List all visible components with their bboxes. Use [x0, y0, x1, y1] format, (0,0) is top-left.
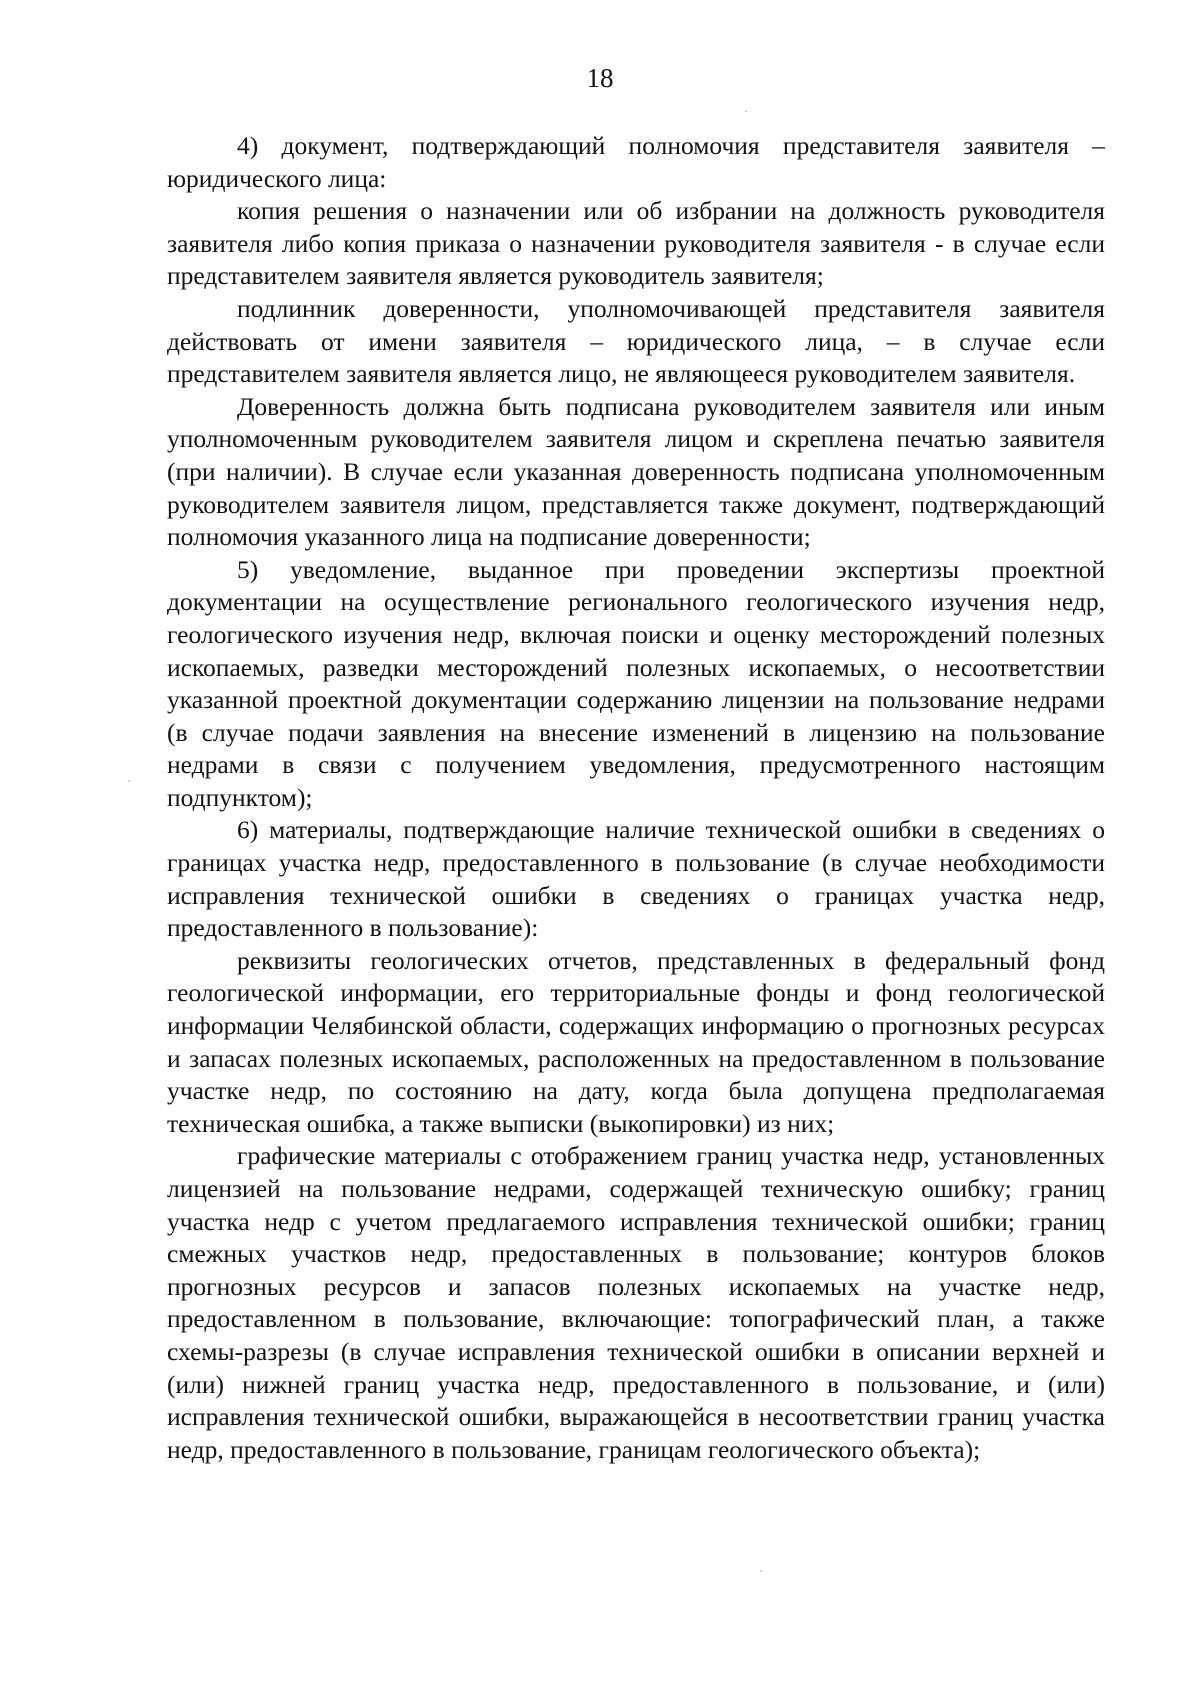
scan-speck — [128, 780, 130, 782]
paragraph-item-4: 4) документ, подтверждающий полномочия представителя заявителя – юридического лица: — [167, 131, 1105, 193]
page-number: 18 — [586, 63, 614, 93]
paragraph-item-6: 6) материалы, подтверждающие наличие технической ошибки в сведениях о границах участка недр, предоставленного в пользование (в случае необходимости исправления технической ошибки в сведениях о границах участка недр, предоставленного в пользование): — [167, 815, 1105, 943]
paragraph-graphic-materials: графические материалы с отображением границ участка недр, установленных лицензией на пользование недрами, содержащей техническую ошибку; границ участка недр с учетом предлагаемого исправления технической ошибки; границ смежных участков недр, предоставленных в пользование; контуров блоков прогнозных ресурсов и запасов полезных ископаемых на участке недр, предоставленном в пользование, включающие: топографический план, а также схемы-разрезы (в случае исправления технической ошибки в описании верхней и (или) нижней границ участка недр, предоставленного в пользование, и (или) исправления технической ошибки, выражающейся в несоответствии границ участка недр, предоставленного в пользование, границам геологического объекта); — [167, 1141, 1105, 1464]
paragraph-report-details: реквизиты геологических отчетов, представленных в федеральный фонд геологической информации, его территориальные фонды и фонд геологической информации Челябинской области, содержащих информацию о прогнозных ресурсах и запасах полезных ископаемых, расположенных на предоставленном в пользование участке недр, по состоянию на дату, когда была допущена предполагаемая техническая ошибка, а также выписки (выкопировки) из них; — [167, 945, 1105, 1138]
paragraph-item-5: 5) уведомление, выданное при проведении экспертизы проектной документации на осуществление регионального геологического изучения недр, геологического изучения недр, включая поиски и оценку месторождений полезных ископаемых, разведки месторождений полезных ископаемых, о несоответствии указанной проектной документации содержанию лицензии на пользование недрами (в случае подачи заявления на внесение изменений в лицензию на пользование недрами в связи с получением уведомления, предусмотренного настоящим подпунктом); — [167, 554, 1105, 812]
paragraph-power-of-attorney-original: подлинник доверенности, уполномочивающей представителя заявителя действовать от имени заявителя – юридического лица, – в случае если представителем заявителя является лицо, не являющееся руководителем заявителя. — [167, 293, 1105, 389]
document-body — [167, 130, 1105, 1466]
paragraph-decision-copy: копия решения о назначении или об избрании на должность руководителя заявителя либо копия приказа о назначении руководителя заявителя - в случае если представителем заявителя является руководитель заявителя; — [167, 196, 1105, 291]
paragraph-power-of-attorney-signing: Доверенность должна быть подписана руководителем заявителя или иным уполномоченным руководителем заявителя лицом и скреплена печатью заявителя (при наличии). В случае если указанная доверенность подписана уполномоченным руководителем заявителя лицом, представляется также документ, подтверждающий полномочия указанного лица на подписание доверенности; — [167, 391, 1105, 552]
scan-speck — [760, 1570, 762, 1572]
scan-speck — [745, 110, 747, 112]
